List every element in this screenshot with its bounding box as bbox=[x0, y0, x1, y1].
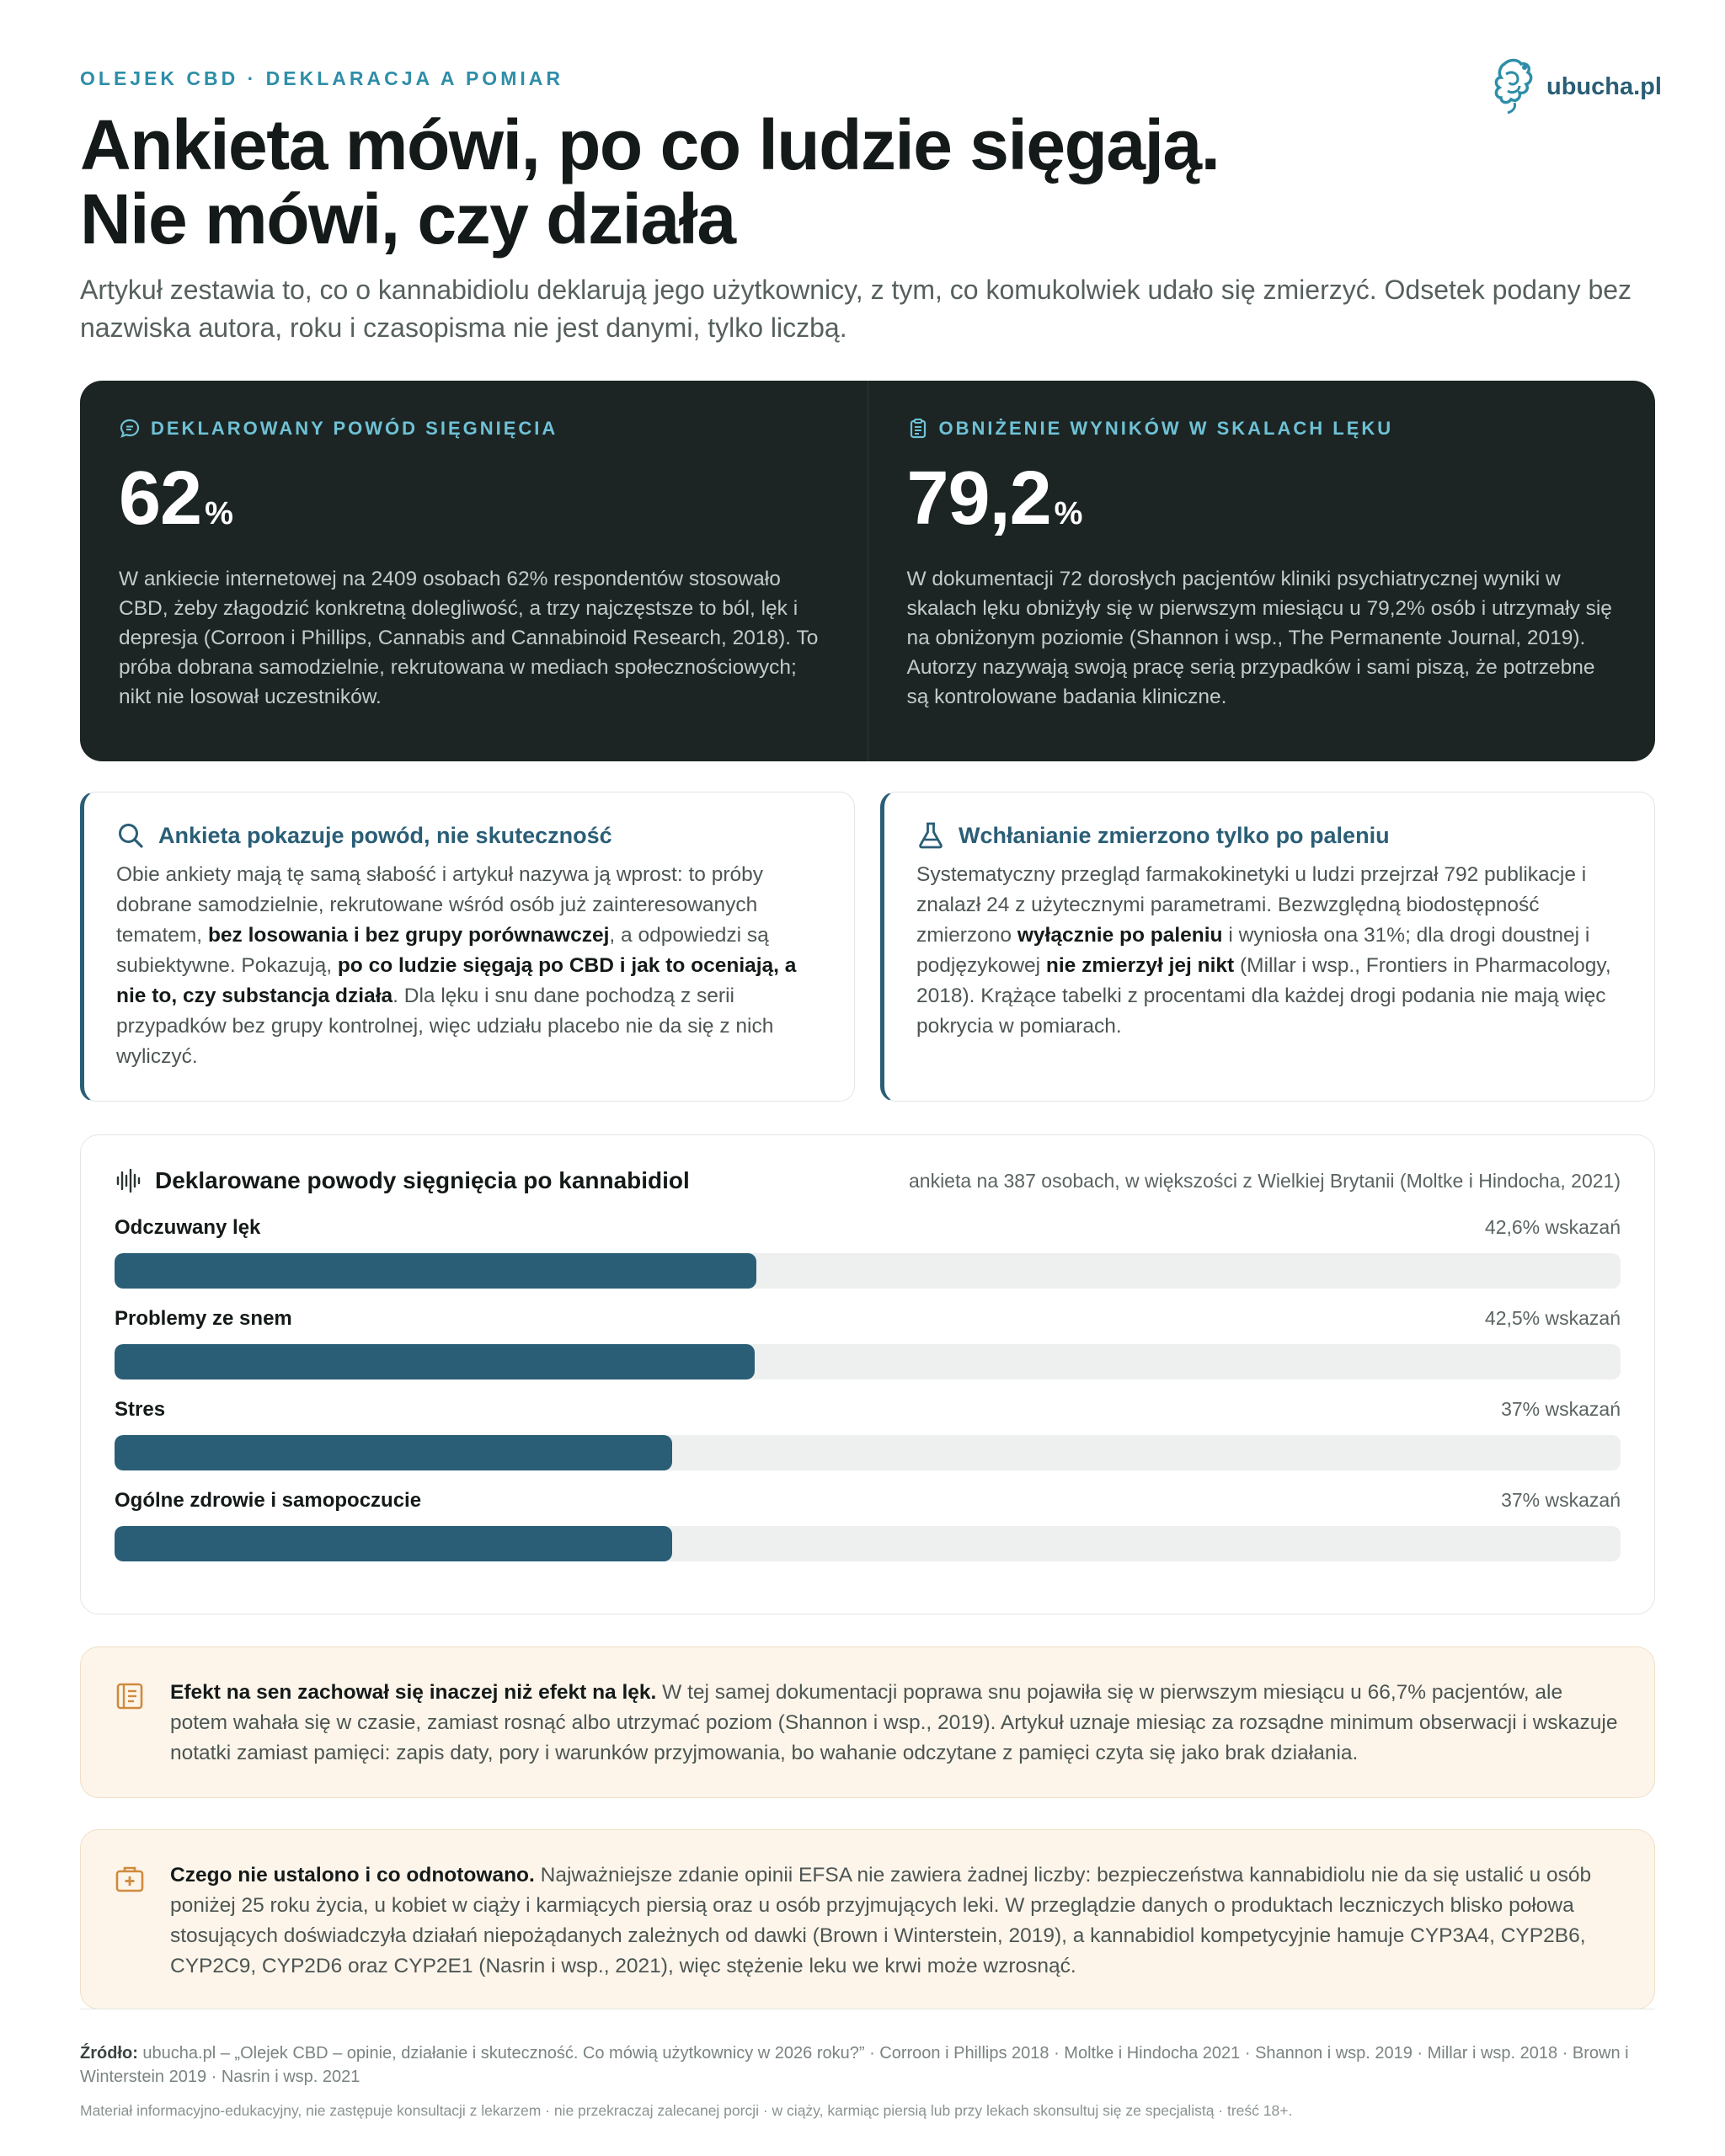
logo-text: ubucha.pl bbox=[1546, 72, 1662, 100]
stat-value: 79,2 % bbox=[906, 456, 1082, 541]
title-line-2: Nie mówi, czy działa bbox=[80, 179, 735, 259]
stat-value: 62 % bbox=[119, 456, 232, 541]
card-title: Ankieta pokazuje powód, nie skuteczność bbox=[158, 822, 612, 848]
bar bbox=[115, 1526, 672, 1561]
bar bbox=[115, 1435, 672, 1470]
clipboard-icon bbox=[907, 418, 929, 440]
bar-list bbox=[115, 1216, 1621, 1561]
bar bbox=[115, 1344, 755, 1380]
flask-icon bbox=[916, 821, 945, 850]
card-title: Wchłanianie zmierzono tylko po paleniu bbox=[959, 822, 1390, 848]
chart-title: Deklarowane powody sięgnięcia po kannabidiol bbox=[155, 1167, 690, 1193]
search-icon bbox=[116, 821, 145, 850]
logo[interactable] bbox=[1489, 57, 1662, 116]
audio-waveform-icon bbox=[115, 1167, 142, 1194]
card-survey-limits bbox=[80, 792, 855, 1102]
bar-category-label: Ogólne zdrowie i samopoczucie bbox=[115, 1489, 422, 1512]
bar-value-label: 37% wskazań bbox=[1501, 1489, 1621, 1511]
eyebrow: OLEJEK CBD · DEKLARACJA A POMIAR bbox=[80, 67, 563, 89]
card-absorption bbox=[880, 792, 1655, 1102]
message-icon bbox=[119, 418, 141, 440]
stat-anxiety-reduction bbox=[868, 381, 1656, 761]
bar-category-label: Stres bbox=[115, 1398, 166, 1421]
stat-declared-reason bbox=[80, 381, 868, 761]
card-text: Systematyczny przegląd farmakokinetyki u ludzi przejrzał 792 publikacje i znalazł 24 z użytecznymi parametrami. Bezwzględną biodostępność zmierzono wyłącznie po paleniu i wyniosła ona 31%; dla drogi doustnej i podjęzykowej nie zmierzył jej nikt (Millar i wsp., Frontiers in Pharmacology, 2018). Krążące tabelki z procentami dla każdej drogi podania nie mają więc pokrycia w pomiarach. bbox=[916, 863, 1611, 1038]
title-line-1: Ankieta mówi, po co ludzie sięgają. bbox=[80, 105, 1220, 184]
subtitle: Artykuł zestawia to, co o kannabidiolu deklarują jego użytkownicy, z tym, co komukolwiek udało się zmierzyć. Odsetek podany bez nazwiska autora, roku i czasopisma nie jest danymi, tylko liczbą. bbox=[80, 275, 1632, 343]
page-title bbox=[80, 105, 1512, 259]
stat-label: OBNIŻENIE WYNIKÓW W SKALACH LĘKU bbox=[938, 418, 1394, 439]
note-sleep bbox=[80, 1646, 1655, 1798]
stats-panel bbox=[80, 381, 1655, 761]
bar-value-label: 42,5% wskazań bbox=[1484, 1307, 1621, 1329]
notebook-icon bbox=[115, 1681, 145, 1711]
medical-kit-icon bbox=[115, 1864, 145, 1894]
bar-category-label: Odczuwany lęk bbox=[115, 1216, 261, 1239]
bar bbox=[115, 1253, 756, 1289]
stat-description: W dokumentacji 72 dorosłych pacjentów kliniki psychiatrycznej wyniki w skalach lęku obniżyły się w pierwszym miesiącu u 79,2% osób i utrzymały się na obniżonym poziomie (Shannon i wsp., The Permanente Journal, 2019). Autorzy nazywają swoją pracę serią przypadków i sami piszą, że potrzebne są kontrolowane badania kliniczne. bbox=[906, 568, 1612, 708]
bar-value-label: 42,6% wskazań bbox=[1484, 1216, 1621, 1238]
card-text: Obie ankiety mają tę samą słabość i artykuł nazywa ją wprost: to próby dobrane samodzielnie, rekrutowane wśród osób już zainteresowanych tematem, bez losowania i bez grupy porównawczej, a odpowiedzi są subiektywne. Pokazują, po co ludzie sięgają po CBD i jak to oceniają, a nie to, czy substancja działa. Dla lęku i snu dane pochodzą z serii przypadków bez grupy kontrolnej, więc udziału placebo nie da się z nich wyliczyć. bbox=[116, 863, 797, 1068]
note-text: Efekt na sen zachował się inaczej niż efekt na lęk. W tej samej dokumentacji poprawa snu pojawiła się w pierwszym miesiącu u 66,7% pacjentów, ale potem wahała się w czasie, zamiast rosnąć albo utrzymać poziom (Shannon i wsp., 2019). Artykuł uznaje miesiąc za rozsądne minimum obserwacji i wskazuje notatki zamiast pamięci: zapis daty, pory i warunków przyjmowania, bo wahanie odczytane z pamięci czyta się jako brak działania. bbox=[170, 1681, 1618, 1764]
bar-value-label: 37% wskazań bbox=[1501, 1398, 1621, 1420]
bar-row bbox=[115, 1307, 1621, 1380]
bar-track bbox=[115, 1344, 1621, 1380]
stat-label: DEKLAROWANY POWÓD SIĘGNIĘCIA bbox=[151, 418, 558, 439]
bar-row bbox=[115, 1398, 1621, 1470]
disclaimer: Materiał informacyjno-edukacyjny, nie zastępuje konsultacji z lekarzem · nie przekraczaj zalecanej porcji · w ciąży, karmiąc piersią lub przy lekach skonsultuj się ze specjalistą · treść 18+. bbox=[80, 2102, 1293, 2119]
reasons-chart bbox=[80, 1134, 1655, 1614]
bar-track bbox=[115, 1253, 1621, 1289]
bar-row bbox=[115, 1489, 1621, 1561]
bar-track bbox=[115, 1435, 1621, 1470]
bar-track bbox=[115, 1526, 1621, 1561]
source-line: Źródło: ubucha.pl – „Olejek CBD – opinie, działanie i skuteczność. Co mówią użytkownicy w 2026 roku?” · Corroon i Phillips 2018 · Moltke i Hindocha 2021 · Shannon i wsp. 2019 · Millar i wsp. 2018 · Brown i Winterstein 2019 · Nasrin i wsp. 2021 bbox=[80, 2044, 1629, 2086]
note-unknowns bbox=[80, 1829, 1655, 2009]
stat-description: W ankiecie internetowej na 2409 osobach 62% respondentów stosowało CBD, żeby złagodzić konkretną dolegliwość, a trzy najczęstsze to ból, lęk i depresja (Corroon i Phillips, Cannabis and Cannabinoid Research, 2018). To próba dobrana samodzielnie, rekrutowana w mediach społecznościowych; nikt nie losował uczestników. bbox=[119, 568, 819, 708]
chart-note: ankieta na 387 osobach, w większości z Wielkiej Brytanii (Moltke i Hindocha, 2021) bbox=[908, 1169, 1621, 1192]
bar-row bbox=[115, 1216, 1621, 1289]
note-text: Czego nie ustalono i co odnotowano. Najważniejsze zdanie opinii EFSA nie zawiera żadnej liczby: bezpieczeństwa kannabidiolu nie da się ustalić u osób poniżej 25 roku życia, u kobiet w ciąży i karmiących piersią oraz u osób przyjmujących leki. W przeglądzie danych o produktach leczniczych blisko połowa stosujących doświadczyła działań niepożądanych zależnych od dawki (Brown i Winterstein, 2019), a kannabidiol kompetycyjnie hamuje CYP3A4, CYP2B6, CYP2C9, CYP2D6 oraz CYP2E1 (Nasrin i wsp., 2021), więc stężenie leku we krwi może wzrosnąć. bbox=[170, 1864, 1592, 1977]
bar-category-label: Problemy ze snem bbox=[115, 1307, 292, 1330]
